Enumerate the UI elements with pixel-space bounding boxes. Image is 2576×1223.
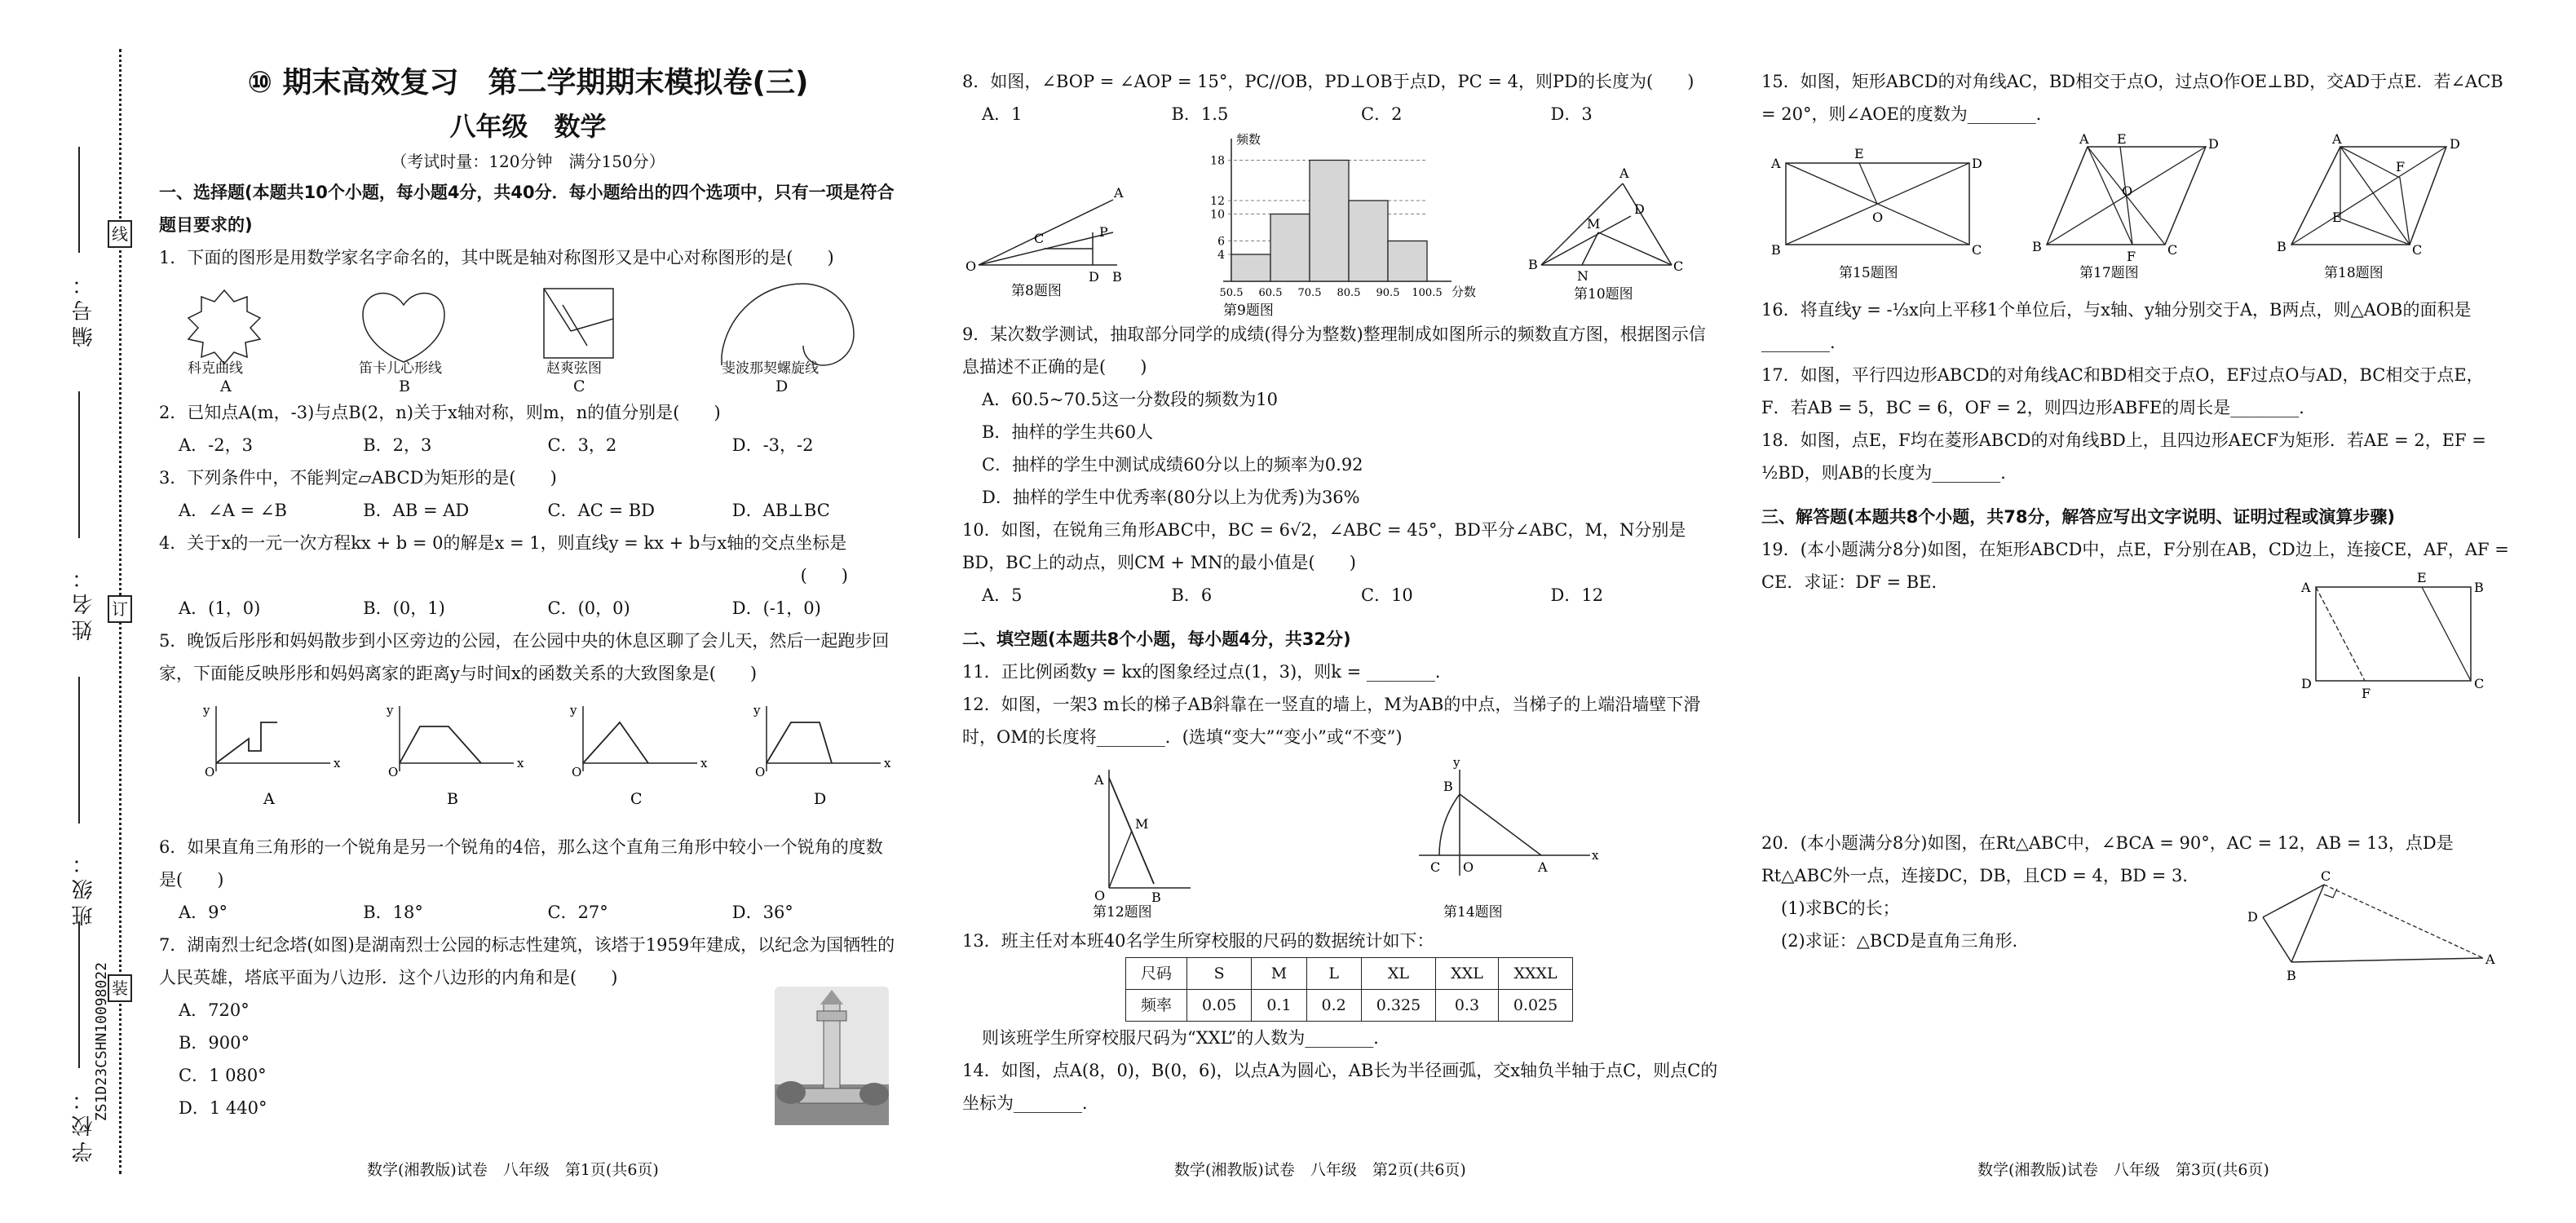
q1-option-a[interactable]: A <box>220 377 232 395</box>
svg-text:D: D <box>2301 676 2312 691</box>
svg-text:O: O <box>205 765 215 779</box>
footer-page-3: 数学(湘教版)试卷 八年级 第3页(共6页) <box>1977 1161 2269 1179</box>
svg-text:D: D <box>2208 136 2219 152</box>
table-cell: L <box>1306 958 1361 990</box>
svg-text:C: C <box>2167 242 2178 258</box>
svg-text:A: A <box>1114 185 1124 201</box>
fig12-caption: 第12题图 <box>1093 904 1152 921</box>
svg-text:A: A <box>2332 131 2342 147</box>
q4-option-d[interactable]: D．(-1，0) <box>731 598 821 618</box>
svg-text:B: B <box>2474 580 2484 595</box>
q4-option-a[interactable]: A．(1，0) <box>179 598 261 618</box>
q3-option-c[interactable]: C．AC = BD <box>547 501 656 520</box>
field-number-line[interactable] <box>78 147 80 253</box>
q9-option-a[interactable]: A．60.5~70.5这一分数段的频数为10 <box>982 390 1278 409</box>
table-cell: XXL <box>1436 958 1499 990</box>
q10-options <box>962 579 1721 612</box>
question-9: 9．某次数学测试，抽取部分同学的成绩(得分为整数)整理制成如图所示的频数直方图，根据图示信息描述不正确的是( ) <box>962 325 1706 377</box>
field-class-label: 班级： <box>72 848 96 926</box>
svg-text:C: C <box>1972 242 1982 258</box>
svg-text:B: B <box>1151 890 1161 905</box>
q1-fig-name-b: 笛卡儿心形线 <box>359 360 442 377</box>
size-frequency-table <box>1125 957 1573 1022</box>
question-13: 13．班主任对本班40名学生所穿校服的尺码的数据统计如下： <box>962 931 1434 951</box>
q3-option-a[interactable]: A．∠A = ∠B <box>179 501 287 520</box>
question-3: 3．下列条件中，不能判定▱ABCD为矩形的是( ) <box>159 468 557 488</box>
q5-option-d: D <box>814 790 827 808</box>
svg-text:A: A <box>1619 166 1629 181</box>
q5-graph-a <box>202 703 341 808</box>
q4-paren: ( ) <box>800 566 848 585</box>
page-1 <box>159 65 897 1124</box>
q5-option-b: B <box>447 790 458 808</box>
histogram-y-tick: 18 <box>1210 154 1225 168</box>
question-12: 12．如图，一架3 m长的梯子AB斜靠在一竖直的墙上，M为AB的中点，当梯子的上端沿墙壁下滑时，OM的长度将________．(选填“变大”“变小”或“不变”) <box>962 695 1701 747</box>
q5-graphs <box>159 690 897 820</box>
histogram-x-tick: 90.5 <box>1376 287 1400 299</box>
histogram-bar <box>1270 214 1310 282</box>
q13-question: 则该班学生所穿校服尺码为“XXL”的人数为________． <box>982 1028 1391 1048</box>
q8-option-d[interactable]: D．3 <box>1550 104 1593 124</box>
q10-option-d[interactable]: D．12 <box>1550 585 1604 605</box>
question-20: 20．(本小题满分8分)如图，在Rt△ABC中，∠BCA = 90°，AC = 12，AB = 13，点D是Rt△ABC外一点，连接DC，DB，且CD = 4，BD = 3． <box>1761 833 2454 885</box>
svg-text:B: B <box>1771 242 1781 258</box>
svg-text:D: D <box>1972 156 1982 171</box>
table-row <box>1126 958 1573 990</box>
q1-figures <box>159 274 897 396</box>
svg-text:N: N <box>1577 268 1588 284</box>
histogram-y-tick: 4 <box>1217 249 1225 262</box>
q7-option-b[interactable]: B．900° <box>179 1033 250 1053</box>
svg-text:A: A <box>2301 580 2311 595</box>
q9-option-b[interactable]: B．抽样的学生共60人 <box>982 422 1154 442</box>
q2-option-a[interactable]: A．-2，3 <box>179 435 253 455</box>
field-name-label: 姓名： <box>72 563 96 641</box>
svg-text:E: E <box>2417 570 2427 585</box>
question-6: 6．如果直角三角形的一个锐角是另一个锐角的4倍，那么这个直角三角形中较小一个锐角的度数是( ) <box>159 837 883 890</box>
q1-option-b[interactable]: B <box>399 377 410 395</box>
field-number-label: 编号： <box>72 269 96 347</box>
footer-page-1: 数学(湘教版)试卷 八年级 第1页(共6页) <box>367 1161 659 1179</box>
q6-option-c[interactable]: C．27° <box>547 903 608 922</box>
svg-text:x: x <box>334 756 341 770</box>
q7-option-c[interactable]: C．1 080° <box>179 1066 267 1085</box>
q9-option-d[interactable]: D．抽样的学生中优秀率(80分以上为优秀)为36% <box>982 488 1360 507</box>
svg-text:D: D <box>2247 909 2258 925</box>
q4-option-b[interactable]: B．(0，1) <box>363 598 445 618</box>
histogram-y-tick: 12 <box>1210 195 1225 208</box>
svg-text:y: y <box>1453 755 1460 770</box>
q4-options <box>159 592 897 625</box>
q7-option-a[interactable]: A．720° <box>179 1000 250 1020</box>
svg-text:P: P <box>1099 224 1108 240</box>
svg-text:B: B <box>2287 968 2296 983</box>
svg-text:B: B <box>1443 779 1453 794</box>
question-7: 7．湖南烈士纪念塔(如图)是湖南烈士公园的标志性建筑，该塔于1959年建成，以纪念为国牺牲的人民英雄，塔底平面为八边形．这个八边形的内角和是( ) <box>159 935 895 987</box>
page-subtitle: 八年级 数学 <box>449 111 607 142</box>
histogram-x-tick: 80.5 <box>1337 287 1361 299</box>
svg-text:O: O <box>965 258 977 274</box>
footer-page-2: 数学(湘教版)试卷 八年级 第2页(共6页) <box>1174 1161 1466 1179</box>
seal-pack: 装 <box>108 974 132 1002</box>
fibonacci-spiral-figure <box>722 284 854 365</box>
section-choice-heading: 一、选择题(本题共10个小题，每小题4分，共40分．每小题给出的四个选项中，只有一项是符合题目要求的) <box>159 183 895 235</box>
svg-text:B: B <box>1528 257 1538 272</box>
svg-text:C: C <box>1430 859 1441 875</box>
histogram-x-label: 分数 <box>1451 285 1477 299</box>
q5-option-c: C <box>630 790 643 808</box>
q7-option-d[interactable]: D．1 440° <box>179 1098 267 1118</box>
histogram-x-tick: 60.5 <box>1258 287 1283 299</box>
q1-fig-name-d: 斐波那契螺旋线 <box>722 360 819 377</box>
question-1: 1．下面的图形是用数学家名字命名的，其中既是轴对称图形又是中心对称图形的是( ) <box>159 248 834 267</box>
svg-text:A: A <box>1538 859 1548 875</box>
svg-text:B: B <box>1112 269 1122 285</box>
title-text: 期末高效复习 第二学期期末模拟卷(三) <box>282 66 809 99</box>
fig18-caption: 第18题图 <box>2324 265 2384 281</box>
histogram-y-tick: 10 <box>1210 208 1225 222</box>
svg-text:M: M <box>1135 816 1149 832</box>
question-10: 10．如图，在锐角三角形ABC中，BC = 6√2，∠ABC = 45°，BD平分∠ABC，M，N分别是BD，BC上的动点，则CM + MN的最小值是( ) <box>962 520 1686 572</box>
svg-text:O: O <box>1094 888 1106 903</box>
svg-text:D: D <box>2450 136 2460 152</box>
fig-17 <box>2022 130 2234 294</box>
svg-text:x: x <box>884 756 891 770</box>
svg-text:E: E <box>2117 131 2127 147</box>
svg-text:F: F <box>2362 686 2371 701</box>
q5-graph-d <box>753 703 891 808</box>
q8-q10-figures <box>962 130 1721 318</box>
field-school-label: 学校： <box>72 1084 96 1163</box>
q3-options <box>159 494 897 527</box>
question-2: 2．已知点A(m，-3)与点B(2，n)关于x轴对称，则m，n的值分别是( ) <box>159 403 721 422</box>
svg-text:C: C <box>1034 231 1045 246</box>
fig8-caption: 第8题图 <box>1011 283 1062 299</box>
svg-text:C: C <box>2412 242 2423 258</box>
fig-18 <box>2267 130 2479 294</box>
svg-text:D: D <box>1089 269 1099 285</box>
fig14-caption: 第14题图 <box>1443 904 1503 921</box>
svg-text:F: F <box>2127 249 2136 264</box>
q6-option-b[interactable]: B．18° <box>363 903 423 922</box>
svg-text:B: B <box>2032 239 2042 254</box>
binding-margin <box>0 0 163 1223</box>
table-cell: M <box>1252 958 1306 990</box>
svg-text:O: O <box>1463 859 1474 875</box>
question-5: 5．晚饭后彤彤和妈妈散步到小区旁边的公园，在公园中央的休息区聊了会儿天，然后一起跑步回家，下面能反映彤彤和妈妈离家的距离y与时间x的函数关系的大致图象是( ) <box>159 631 890 683</box>
svg-text:B: B <box>2277 239 2287 254</box>
question-11: 11．正比例函数y = kx的图象经过点(1，3)，则k = ________． <box>962 662 1452 682</box>
histogram-x-tick: 50.5 <box>1219 287 1244 299</box>
exam-info: （考试时量：120分钟 满分150分） <box>391 152 665 171</box>
section-fill-heading: 二、填空题(本题共8个小题，每小题4分，共32分) <box>962 629 1351 649</box>
q1-option-d[interactable]: D <box>775 377 789 395</box>
q6-options <box>159 896 897 929</box>
title-badge: ⑩ <box>247 66 272 99</box>
field-school-line[interactable] <box>78 921 80 1068</box>
q5-option-a: A <box>263 790 275 808</box>
question-19: 19．(本小题满分8分)如图，在矩形ABCD中，点E，F分别在AB，CD边上，连接CE，AF，AF = CE．求证：DF = BE． <box>1761 540 2509 592</box>
histogram-y-label: 频数 <box>1236 132 1261 147</box>
question-20-part-2: (2)求证：△BCD是直角三角形． <box>1781 931 2030 951</box>
table-cell: 0.05 <box>1187 990 1252 1022</box>
q8-option-c[interactable]: C．2 <box>1361 104 1403 124</box>
table-cell: 频率 <box>1126 990 1187 1022</box>
question-16: 16．将直线y = -⅓x向上平移1个单位后，与x轴、y轴分别交于A，B两点，则△AOB的面积是________． <box>1761 300 2472 352</box>
svg-text:A: A <box>1094 772 1104 788</box>
table-cell: XL <box>1361 958 1435 990</box>
histogram-bar <box>1231 254 1270 281</box>
question-15: 15．如图，矩形ABCD的对角线AC，BD相交于点O，过点O作OE⊥BD，交AD于点E．若∠ACB = 20°，则∠AOE的度数为________． <box>1761 72 2503 124</box>
svg-text:D: D <box>1634 201 1645 217</box>
page-title <box>159 60 897 106</box>
svg-text:F: F <box>2396 159 2406 174</box>
q8-option-a[interactable]: A．1 <box>982 104 1023 124</box>
question-14: 14．如图，点A(8，0)，B(0，6)，以点A为圆心，AB长为半径画弧，交x轴负半轴于点C，则点C的坐标为________． <box>962 1061 1718 1113</box>
svg-text:A: A <box>1771 156 1781 171</box>
q10-option-c[interactable]: C．10 <box>1361 585 1413 605</box>
svg-text:y: y <box>570 703 577 717</box>
svg-text:x: x <box>1592 848 1599 863</box>
q2-options <box>159 429 897 461</box>
svg-text:y: y <box>203 703 210 717</box>
fig-8 <box>962 147 1125 299</box>
q5-graph-c <box>569 703 708 808</box>
table-cell: 0.3 <box>1436 990 1499 1022</box>
fig-14 <box>1403 753 1599 921</box>
histogram-chart <box>1174 130 1484 318</box>
q2-option-c[interactable]: C．3，2 <box>547 435 617 455</box>
q3-option-d[interactable]: D．AB⊥BC <box>731 501 830 520</box>
table-cell: S <box>1187 958 1252 990</box>
fig9-caption: 第9题图 <box>1223 302 1274 319</box>
zhao-shuang-figure <box>544 289 613 358</box>
q10-option-a[interactable]: A．5 <box>982 585 1023 605</box>
table-cell: XXXL <box>1498 958 1572 990</box>
svg-text:O: O <box>2122 183 2133 199</box>
q3-option-b[interactable]: B．AB = AD <box>363 501 470 520</box>
q2-option-b[interactable]: B．2，3 <box>363 435 432 455</box>
table-cell: 尺码 <box>1126 958 1187 990</box>
svg-text:A: A <box>2485 951 2495 967</box>
q6-option-a[interactable]: A．9° <box>179 903 228 922</box>
svg-text:x: x <box>517 756 524 770</box>
paper-code: ZS1D23CSHN10098022 <box>93 962 110 1122</box>
fig-12 <box>1085 753 1215 921</box>
svg-text:x: x <box>700 756 708 770</box>
histogram-bar <box>1349 201 1388 281</box>
field-class-line[interactable] <box>78 677 80 823</box>
svg-text:O: O <box>755 765 766 779</box>
svg-text:A: A <box>2079 131 2089 147</box>
table-cell: 0.325 <box>1361 990 1435 1022</box>
q15-q18-figures <box>1761 130 2512 294</box>
svg-text:C: C <box>1673 258 1684 274</box>
q9-options <box>962 383 1721 514</box>
seal-bind: 订 <box>108 595 132 623</box>
histogram-bar <box>1388 241 1427 282</box>
fig-15 <box>1761 130 1990 294</box>
q1-fig-name-a: 科克曲线 <box>188 360 243 377</box>
q4-option-c[interactable]: C．(0，0) <box>547 598 630 618</box>
monument-photo <box>775 987 889 1125</box>
fig15-caption: 第15题图 <box>1839 265 1898 281</box>
histogram-x-tick: 100.5 <box>1412 287 1443 299</box>
svg-text:O: O <box>572 765 582 779</box>
histogram-plot <box>1210 132 1476 299</box>
q1-fig-name-c: 赵爽弦图 <box>546 360 602 377</box>
question-4: 4．关于x的一元一次方程kx + b = 0的解是x = 1，则直线y = kx + b与x轴的交点坐标是 <box>159 533 847 553</box>
question-18: 18．如图，点E，F均在菱形ABCD的对角线BD上，且四边形AECF为矩形．若AE = 2，EF = ½BD，则AB的长度为________． <box>1761 430 2486 483</box>
page-2 <box>962 65 1721 1119</box>
fig10-caption: 第10题图 <box>1574 286 1633 302</box>
q5-graph-b <box>386 703 524 808</box>
svg-text:E: E <box>2332 210 2342 225</box>
svg-text:E: E <box>1854 146 1864 161</box>
q2-option-d[interactable]: D．-3，-2 <box>731 435 814 455</box>
q8-options <box>962 98 1721 130</box>
fig-10 <box>1517 147 1696 310</box>
table-row <box>1126 990 1573 1022</box>
table-cell: 0.1 <box>1252 990 1306 1022</box>
page-3 <box>1761 65 2512 983</box>
question-17: 17．如图，平行四边形ABCD的对角线AC和BD相交于点O，EF过点O与AD，BC相交于点E，F．若AB = 5，BC = 6，OF = 2，则四边形ABFE的周长是________． <box>1761 365 2484 417</box>
q10-option-b[interactable]: B．6 <box>1171 585 1213 605</box>
koch-curve-figure <box>188 290 260 364</box>
histogram-bar <box>1310 161 1349 282</box>
table-cell: 0.2 <box>1306 990 1361 1022</box>
field-name-line[interactable] <box>78 391 80 538</box>
seal-line: 线 <box>108 220 132 248</box>
svg-text:y: y <box>387 703 394 717</box>
table-cell: 0.025 <box>1498 990 1572 1022</box>
question-20-part-1: (1)求BC的长； <box>1781 898 1900 918</box>
q12-q14-figures <box>962 753 1721 925</box>
fig17-caption: 第17题图 <box>2079 265 2139 281</box>
svg-text:M: M <box>1587 216 1601 232</box>
section-answer-heading: 三、解答题(本题共8个小题，共78分，解答应写出文字说明、证明过程或演算步骤) <box>1761 507 2396 527</box>
fig-19 <box>2291 554 2503 717</box>
histogram-y-tick: 6 <box>1217 235 1225 249</box>
question-8: 8．如图，∠BOP = ∠AOP = 15°，PC//OB，PD⊥OB于点D，PC = 4，则PD的长度为( ) <box>962 72 1695 91</box>
svg-text:C: C <box>2474 676 2485 691</box>
cardioid-figure <box>363 294 444 362</box>
histogram-x-tick: 70.5 <box>1297 287 1322 299</box>
svg-text:y: y <box>753 703 761 717</box>
q8-option-b[interactable]: B．1.5 <box>1171 104 1229 124</box>
svg-text:O: O <box>1872 210 1884 225</box>
svg-text:C: C <box>2321 868 2331 884</box>
q6-option-d[interactable]: D．36° <box>731 903 793 922</box>
fig-20 <box>2234 868 2495 995</box>
q9-option-c[interactable]: C．抽样的学生中测试成绩60分以上的频率为0.92 <box>982 455 1363 475</box>
svg-text:O: O <box>388 765 399 779</box>
q1-option-c[interactable]: C <box>573 377 585 395</box>
